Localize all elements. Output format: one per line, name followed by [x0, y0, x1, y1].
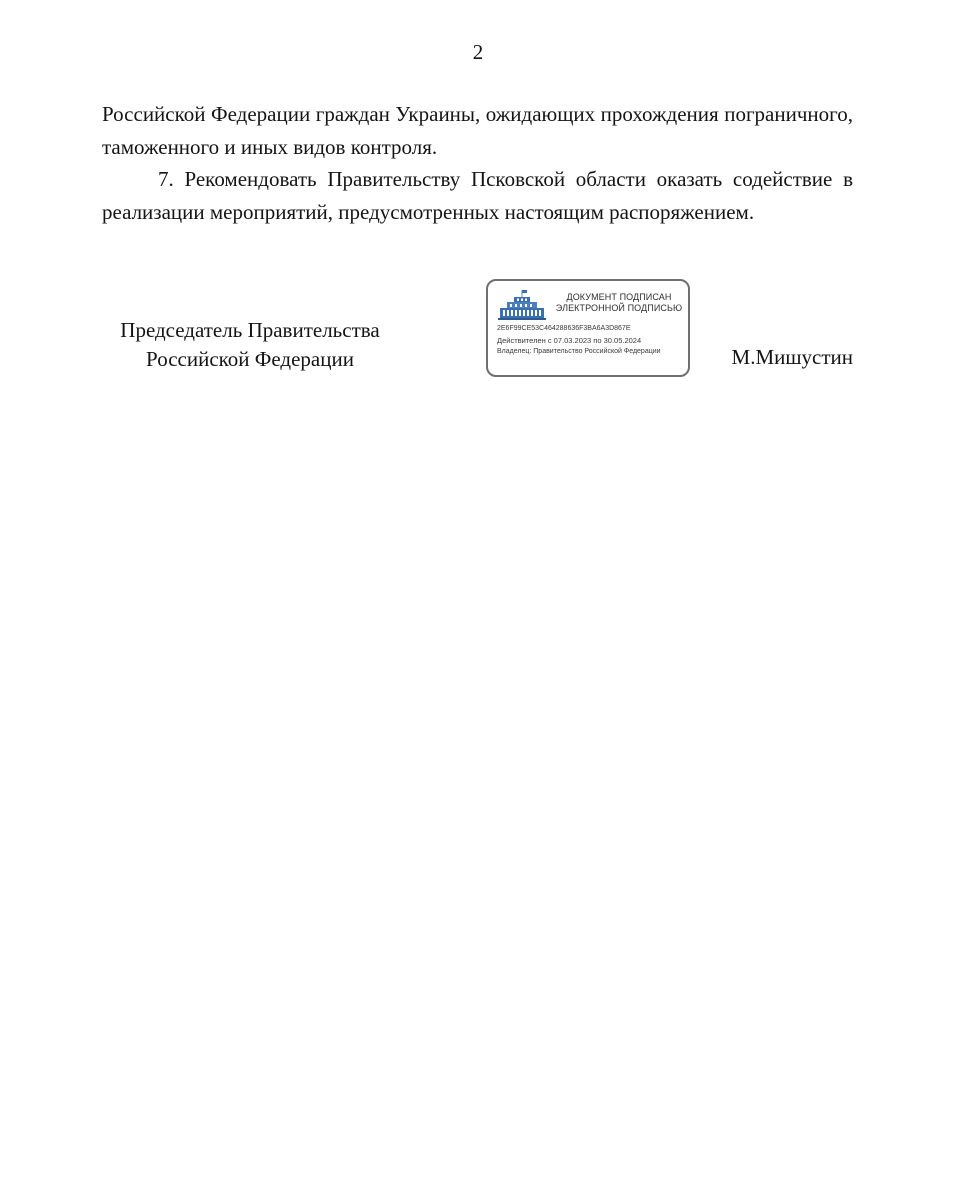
- signer-name: М.Мишустин: [731, 345, 853, 369]
- certificate-owner: Владелец: Правительство Российской Федерации: [497, 348, 661, 355]
- certificate-serial: 2E6F99CE53C464288636F3BA6A3D867E: [497, 325, 631, 332]
- government-building-icon: [496, 289, 548, 321]
- paragraph-item-7: 7. Рекомендовать Правительству Псковской области оказать содействие в реализации мероприятий, предусмотренных настоящим распоряжением.: [102, 167, 853, 224]
- stamp-title-line-1: ДОКУМЕНТ ПОДПИСАН: [566, 292, 672, 302]
- paragraph-continuation: Российской Федерации граждан Украины, ожидающих прохождения пограничного, таможенного и иных видов контроля.: [102, 102, 853, 159]
- signer-title: [102, 316, 398, 374]
- signer-title-line-1: Председатель Правительства: [120, 318, 380, 342]
- stamp-title-line-2: ЭЛЕКТРОННОЙ ПОДПИСЬЮ: [555, 303, 683, 313]
- document-body: [102, 98, 853, 228]
- signer-title-line-2: Российской Федерации: [146, 347, 354, 371]
- stamp-title: [554, 292, 684, 314]
- page-number: 2: [472, 40, 484, 64]
- certificate-validity: Действителен с 07.03.2023 по 30.05.2024: [497, 336, 642, 345]
- electronic-signature-stamp: [486, 279, 690, 377]
